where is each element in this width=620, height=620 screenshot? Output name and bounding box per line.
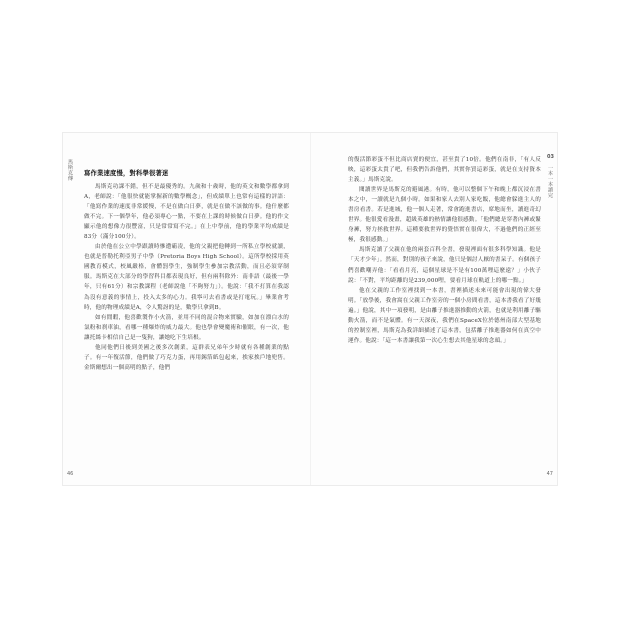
left-page: [63, 133, 310, 485]
paragraph: 馬斯克功課不錯，但不是最優秀的。九歲和十歲時，他的英文和數學都拿到A，老師說：「他很快就能掌握新的數學概念」，但成績單上也常有這樣的評語：「他寫作業的速度非常緩慢，不是在做白日夢，就是在做不該做的事。他什麼都做不完。下一個學年，他必須專心一點，不要在上課的時候做白日夢。他的作文顯示他的想像力很豐富，只是常常寫不完。」在上中學前，他的學業平均成績是83分（滿分100分）。: [84, 184, 289, 241]
left-page-text: [84, 169, 289, 373]
paragraph: 閱讀世界是馬斯克的避風港。有時，他可以整個下午和晚上都沉浸在書本之中，一讀就是九個小時。如果和家人去別人家吃飯，他總會躲進主人的書房看書。若是進城，他一個人走著，常會跑進書店，席地而坐，讀進奇幻世界。他很愛看漫畫，超級英雄的熱情讓他很感動。「他們總是穿著內褲或緊身褲，努力拯救世界。這種要救世界的覺悟實在很偉大，不過他們的正經至極，我很感動。」: [348, 187, 541, 244]
page-number-right: 47: [546, 471, 553, 477]
book-gutter: [310, 133, 311, 485]
paragraph: 馬斯克讀了父親在他的兩套百科全書，發現裡面有很多科學知識。他是「天才少年」。然而，對別的孩子來說，他只是個討人厭的書呆子。有個孩子們喜歡嘲弄他：「看看月亮，這個星球是不是有100萬哩這麼遠？」小伙子說：「不對，平均距離約是239,000哩，要看月球在軌道上的哪一點。」: [348, 247, 541, 284]
section-heading: 寫作業速度慢，對科學很著迷: [84, 170, 169, 177]
paragraph: 的復活節彩蛋不但比商店賣的便宜，甚至貴了10倍。他們在南非，「有人反映，這彩蛋太貴了吧，但我們告訴他們，其實你買這彩蛋，就是在支持資本主義。」馬斯克說。: [348, 157, 541, 184]
running-head-left: 馬斯克傳: [67, 159, 73, 181]
paragraph: 由於他在公立中學跟讀時慘遭霸凌，他的父親把他轉到一所私立學校就讀，也就是普勒托利亞男子中學（Pretoria Boys High School）。這所學校採用英國教育模式，校風嚴格，會體罰學生，強制學生參加宗教活動，而且必須穿制服。馬斯克在大部分的學習科目都表現良好，但有兩科除外：南非語（最後一學年，只有61分）和宗教課程（老師說他「不夠努力」）。他說：「我不打算在我認為沒有意義的事情上，投入太多的心力。我寧可去看書或是打電玩。」畢業會考時，他的物理成績是A，令人驚訝的是，數學只拿到B。: [84, 244, 289, 311]
right-page: [310, 133, 557, 485]
right-page-text: [348, 155, 541, 346]
running-head-right: 一本一本讀完: [547, 165, 553, 198]
page-number-left: 46: [67, 471, 74, 477]
paragraph: 他在父親的工作室裡找到一本書，書裡描述未來可能會出現的偉大發明。「放學後，我會窩在父親工作室旁的一個小房間看書，這本書我看了好幾遍。」他說，其中一項發明，是由離子推進器推動的火箭，也就是利用離子驅動火箭，而不是氣體。有一天深夜，我們在SpaceX位於德州南部大型基地的控制室裡，馬斯克為我詳細描述了這本書，包括離子推進器如何在真空中運作。他說：「這一本書讓我第一次心生想去其他星球的念頭。」: [348, 287, 541, 344]
paragraph: 如有閒暇，他喜歡製作小火箭，並用不同的混合物來實驗，如加在漂白水的氯粉和刹車油，看哪一種爆炸的威力最大。他也學會變魔術和催眠，有一次，他讓托絲卡相信自己是一隻狗，讓她吃下生培根。: [84, 314, 289, 341]
paragraph: 他同他們日後到美國之後多次創業，這群表兄弟年少時就有各種創業的點子。有一年復活節，他們做了巧克力蛋，再用錫箔紙包起來，挨家挨戶地兜售。金斯爾想出一個高明的點子，他們: [84, 344, 289, 371]
chapter-number: 03: [547, 154, 554, 160]
